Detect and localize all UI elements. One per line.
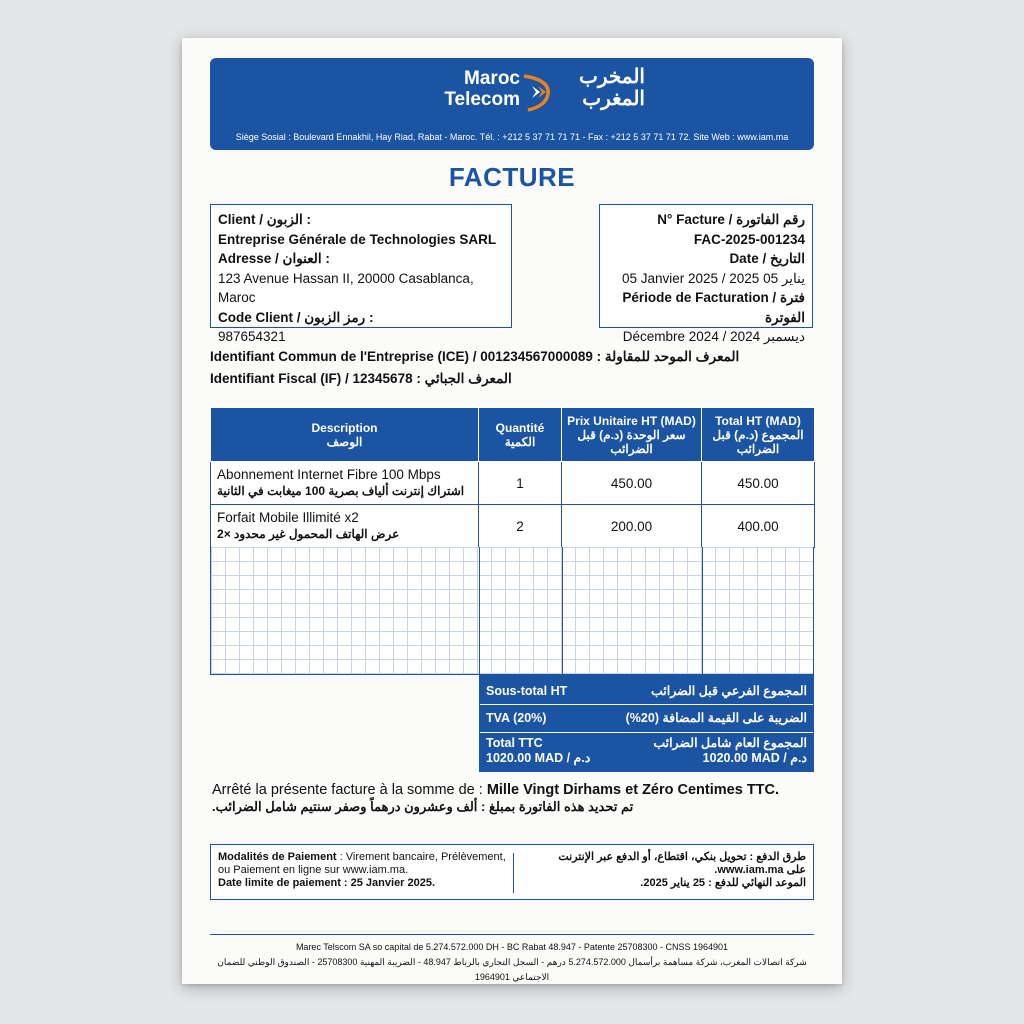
legal-footer bbox=[210, 940, 814, 985]
item-description: Abonnement Internet Fibre 100 Mbps اشتراك إنترنت ألياف بصرية 100 ميغابت في الثانية bbox=[211, 462, 479, 505]
logo-fr-line1: Maroc bbox=[464, 68, 520, 89]
tva-row bbox=[480, 706, 813, 730]
client-label: Client / الزبون : bbox=[218, 212, 311, 227]
item-total: 450.00 bbox=[702, 462, 815, 505]
legal-footer-fr: Marec Telscom SA so capital de 5.274.572.000 DH - BC Rabat 48.947 - Patente 25708300 - CNSS 1964901 bbox=[295, 942, 729, 952]
subtotal-label-fr: Sous-total HT bbox=[486, 684, 568, 698]
totals-divider bbox=[480, 704, 813, 705]
grid-column-divider bbox=[702, 547, 703, 675]
client-box bbox=[210, 204, 512, 344]
logo-text-fr bbox=[414, 68, 520, 110]
item-total: 400.00 bbox=[702, 505, 815, 548]
item-description: Forfait Mobile Illimité x2 عرض الهاتف المحمول غير محدود ×2 bbox=[211, 505, 479, 548]
payment-terms-box bbox=[210, 844, 814, 900]
column-header-unit-price: Prix Unitaire HT (MAD) سعر الوحدة (د.م) قبل الضرائب bbox=[562, 408, 702, 462]
totals-divider bbox=[480, 732, 813, 733]
footer-divider bbox=[210, 934, 814, 935]
fiscal-identifier: Identifiant Fiscal (IF) / المعرف الجبائي : 12345678 bbox=[210, 371, 512, 386]
tva-label-ar: الضريبة على القيمة المضافة (20%) bbox=[625, 711, 807, 725]
company-identifiers bbox=[210, 346, 739, 390]
payment-terms-ar: طرق الدفع : تحويل بنكي، اقتطاع، أو الدفع عبر الإنترنت على www.iam.ma. الموعد النهائي للدفع : 25 يناير 2025. bbox=[558, 851, 806, 889]
table-row bbox=[211, 505, 815, 548]
maroc-telecom-logo-icon bbox=[522, 72, 552, 112]
invoice-number: FAC-2025-001234 bbox=[693, 231, 805, 247]
item-quantity: 1 bbox=[479, 462, 562, 505]
item-unit-price: 200.00 bbox=[562, 505, 702, 548]
amount-in-words-ar: تم تحديد هذه الفاتورة بمبلغ : ألف وعشرون درهماً وصفر سنتيم شامل الضرائب. bbox=[212, 799, 634, 814]
company-address-line: Siège Sosial : Boulevard Ennakhil, Hay Riad, Rabat - Maroc. Tél. : +212 5 37 71 71 71 - Fax : +212 5 37 71 71 72. Site Web : www.iam.ma bbox=[235, 132, 789, 142]
invoice-date: 05 Janvier 2025 / 2025 يناير 05 bbox=[621, 270, 805, 286]
client-code-label: Code Client / رمز الزبون : bbox=[218, 309, 374, 325]
invoice-date-label: Date / التاريخ bbox=[729, 251, 805, 266]
subtotal-label-ar: المجموع الفرعي قبل الضرائب bbox=[651, 684, 807, 698]
address-label: Adresse / العنوان : bbox=[218, 251, 330, 266]
logo-text-ar bbox=[555, 66, 645, 110]
grid-column-divider bbox=[562, 547, 563, 675]
tva-label-fr: TVA (20%) bbox=[486, 711, 547, 725]
total-ttc-ar: المجموع العام شامل الضرائب 1020.00 MAD / د.م bbox=[653, 736, 807, 765]
client-code: 987654321 bbox=[218, 329, 286, 344]
billing-period-label: Période de Facturation / فترة الفوترة bbox=[622, 290, 805, 325]
invoice-number-label: N° Facture / رقم الفاتورة bbox=[657, 212, 805, 227]
column-header-total: Total HT (MAD) المجموع (د.م) قبل الضرائب bbox=[702, 408, 815, 462]
client-name: Entreprise Générale de Technologies SARL bbox=[218, 231, 497, 247]
ice-identifier: Identifiant Commun de l'Entreprise (ICE) / المعرف الموحد للمقاولة : 001234567000089 bbox=[210, 349, 740, 364]
total-ttc-row bbox=[480, 736, 813, 770]
column-header-description: Description الوصف bbox=[211, 408, 479, 462]
logo-ar-line1: المخرب bbox=[579, 66, 645, 88]
legal-footer-ar: شركة اتصالات المغرب، شركة مساهمة برأسمال 5.274.572.000 درهم - السجل التجاري بالرباط 48.947 - الضريبة المهنية 25708300 - الصندوق الوطني للضمان الاجتماعي 1964901 bbox=[217, 957, 807, 982]
empty-grid-area bbox=[210, 547, 814, 675]
logo-fr-line2: Telecom bbox=[444, 89, 520, 110]
invoice-info-box bbox=[599, 204, 813, 344]
table-header-row bbox=[211, 408, 815, 462]
totals-box bbox=[479, 675, 814, 772]
amount-in-words-fr: Arrêté la présente facture à la somme de : Mille Vingt Dirhams et Zéro Centimes TTC. bbox=[212, 782, 780, 798]
subtotal-row bbox=[480, 680, 813, 702]
grid-column-divider bbox=[479, 547, 480, 675]
billing-period: Décembre 2024 / 2024 ديسمبر bbox=[622, 329, 805, 344]
letterhead-banner bbox=[210, 58, 814, 150]
logo-ar-line2: المغرب bbox=[582, 88, 645, 110]
item-unit-price: 450.00 bbox=[562, 462, 702, 505]
payment-divider bbox=[513, 853, 514, 893]
total-ttc-fr: Total TTC 1020.00 MAD / د.م bbox=[486, 736, 591, 765]
invoice-page bbox=[182, 38, 842, 984]
column-header-quantity: Quantité الكمية bbox=[479, 408, 562, 462]
invoice-items-table bbox=[210, 407, 815, 548]
table-row bbox=[211, 462, 815, 505]
item-quantity: 2 bbox=[479, 505, 562, 548]
payment-terms-fr: Modalités de Paiement : Virement bancaire, Prélèvement, ou Paiement en ligne sur www.iam.ma. Date limite de paiement : 25 Janvier 2025. bbox=[218, 851, 506, 889]
client-address: 123 Avenue Hassan II, 20000 Casablanca, Maroc bbox=[218, 270, 474, 305]
document-title: FACTURE bbox=[448, 162, 576, 192]
